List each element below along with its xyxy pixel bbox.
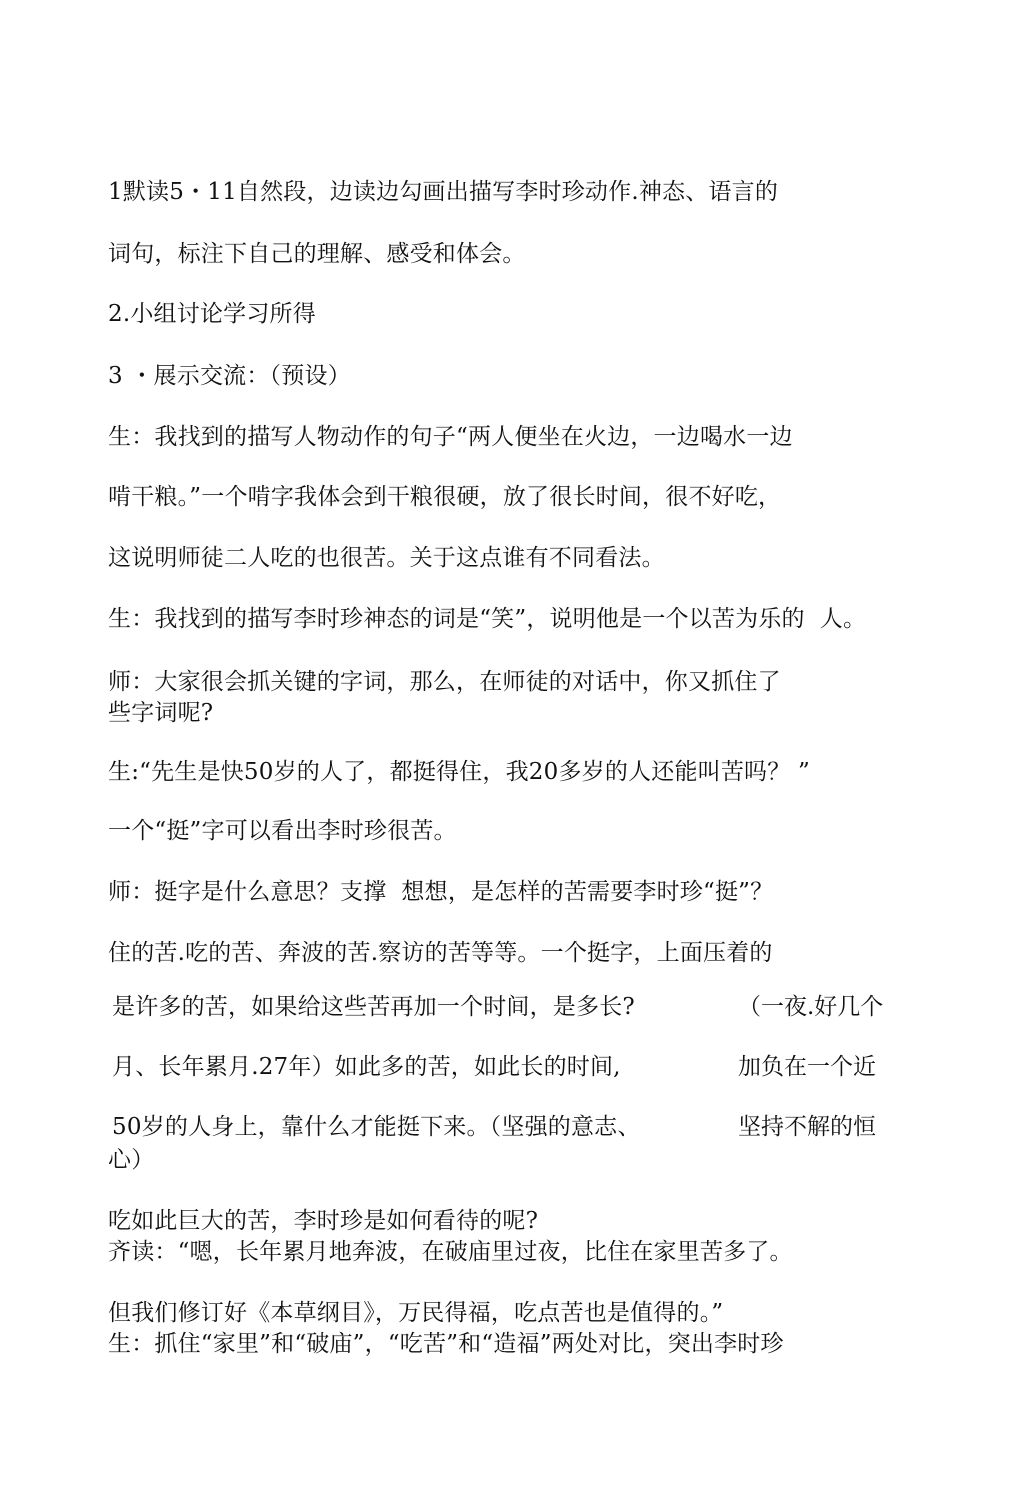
text-line: 2.小组讨论学习所得 xyxy=(108,301,316,327)
text-line: 50岁的人身上，靠什么才能挺下来。（坚强的意志、 xyxy=(112,1114,641,1140)
text-line: 一个“挺”字可以看出李时珍很苦。 xyxy=(108,818,457,844)
right-column-text: 加负在一个近 xyxy=(738,1054,876,1080)
text-line: 生：抓住“家里”和“破庙”，“吃苦”和“造福”两处对比，突出李时珍 xyxy=(108,1331,784,1357)
text-line: 生:“先生是快50岁的人了，都挺得住，我20多岁的人还能叫苦吗？ ” xyxy=(108,759,810,785)
text-line: 月、长年累月.27年）如此多的苦，如此长的时间, xyxy=(112,1054,621,1080)
text-line: 3 ・展示交流：（预设） xyxy=(108,363,351,389)
text-line: 词句，标注下自己的理解、感受和体会。 xyxy=(108,241,526,267)
right-column-text: （一夜.好几个 xyxy=(738,994,884,1020)
text-line: 生：我找到的描写李时珍神态的词是“笑”，说明他是一个以苦为乐的 人。 xyxy=(108,606,867,632)
right-column-text: 坚持不解的恒 xyxy=(738,1114,876,1140)
text-line: 住的苦.吃的苦、奔波的苦.察访的苦等等。一个挺字，上面压着的 xyxy=(108,940,773,966)
text-line: 这说明师徒二人吃的也很苦。关于这点谁有不同看法。 xyxy=(108,545,665,571)
text-line: 心） xyxy=(108,1147,155,1173)
text-line: 吃如此巨大的苦，李时珍是如何看待的呢? xyxy=(108,1208,539,1234)
text-line: 啃干粮。”一个啃字我体会到干粮很硬，放了很长时间，很不好吃， xyxy=(108,484,782,510)
text-line: 是许多的苦，如果给这些苦再加一个时间，是多长? xyxy=(112,994,635,1020)
text-line: 生：我找到的描写人物动作的句子“两人便坐在火边，一边喝水一边 xyxy=(108,424,793,450)
text-line: 齐读：“嗯，长年累月地奔波，在破庙里过夜，比住在家里苦多了。 xyxy=(108,1239,793,1265)
text-line: 师：大家很会抓关键的字词，那么，在师徒的对话中，你又抓住了 xyxy=(108,669,781,695)
text-line: 师：挺字是什么意思？支撑 想想，是怎样的苦需要李时珍“挺”？ xyxy=(108,879,774,905)
text-line: 1默读5・11自然段，边读边勾画出描写李时珍动作.神态、语言的 xyxy=(108,179,779,205)
text-line: 但我们修订好《本草纲目》，万民得福，吃点苦也是值得的。” xyxy=(108,1300,724,1326)
text-line: 些字词呢? xyxy=(108,700,214,726)
